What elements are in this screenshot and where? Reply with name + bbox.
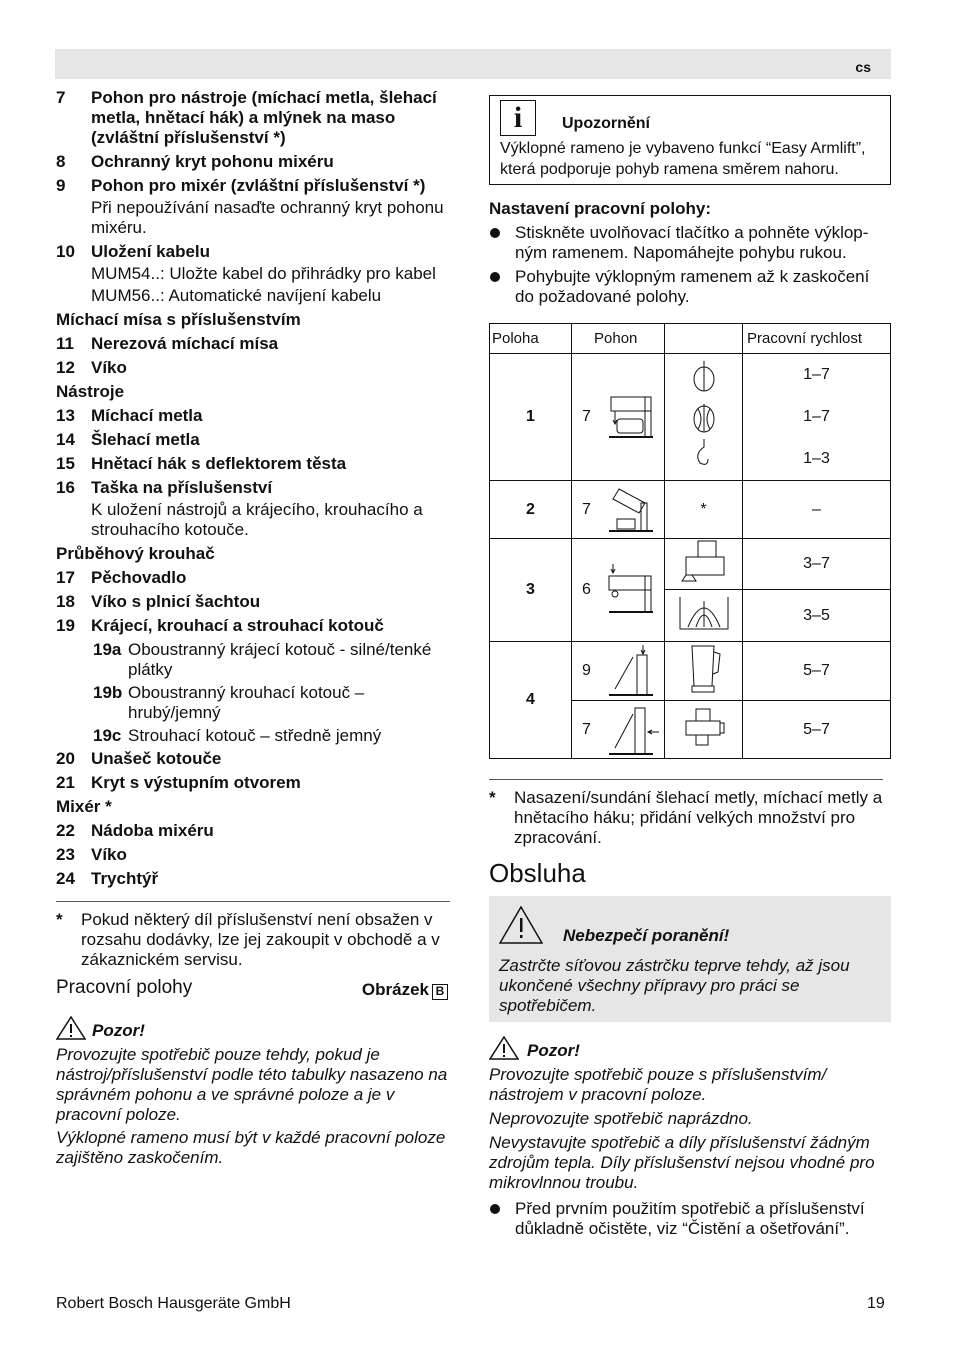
item-text: Hnětací hák s deflektorem těsta bbox=[91, 454, 347, 473]
item-number: 15 bbox=[56, 454, 75, 473]
speed-value: 1–3 bbox=[803, 450, 830, 467]
item-text: Šlehací metla bbox=[91, 430, 200, 449]
item-text: Víko bbox=[91, 845, 127, 864]
list-item bbox=[56, 358, 450, 378]
item-number: 20 bbox=[56, 749, 75, 768]
table-header-cell bbox=[665, 324, 743, 354]
table-footnote-text: Nasazení/sundání šlehací metly, míchací metly a hnětacího háku; přidání velkých množství pro zpracování. bbox=[514, 788, 883, 847]
list-item bbox=[489, 267, 891, 307]
speed-cell: 5–7 bbox=[743, 701, 891, 759]
list-item bbox=[56, 430, 450, 450]
heading-bowl: Míchací mísa s příslušenstvím bbox=[56, 310, 301, 329]
sub-list-item bbox=[56, 640, 450, 680]
speed-cell: – bbox=[743, 481, 891, 539]
speed-value: 1–7 bbox=[803, 408, 830, 425]
table-row bbox=[490, 354, 891, 481]
danger-title: Nebezpečí poranění! bbox=[563, 926, 730, 945]
drive-cell bbox=[572, 642, 665, 701]
item-text: Kryt s výstupním otvorem bbox=[91, 773, 301, 792]
list-item bbox=[56, 592, 450, 612]
item-text: Nerezová míchací mísa bbox=[91, 334, 279, 353]
list-item bbox=[56, 406, 450, 426]
drive-cell bbox=[572, 701, 665, 759]
drive-cell bbox=[572, 481, 665, 539]
tool-cell bbox=[665, 590, 743, 642]
item-number: 13 bbox=[56, 406, 75, 425]
speed-cell: 5–7 bbox=[743, 642, 891, 701]
table-row bbox=[490, 481, 891, 539]
mixer-top-drive-icon bbox=[605, 643, 655, 699]
sub-item-number: 19b bbox=[93, 683, 123, 702]
drive-number: 7 bbox=[582, 500, 591, 518]
tool-cell bbox=[665, 701, 743, 759]
bullet-icon bbox=[490, 272, 500, 282]
speed-value: 1–7 bbox=[803, 366, 830, 383]
bullet-icon bbox=[490, 1204, 500, 1214]
item-number: 23 bbox=[56, 845, 75, 864]
slicer-attachment-icon bbox=[680, 539, 728, 583]
table-footnote-star: * bbox=[489, 788, 496, 807]
item-text: Pohon pro nástroje (míchací metla, šlehací metla, hnětací hák) a mlýnek na maso (zvláštní příslušenství *) bbox=[91, 88, 437, 147]
footnote bbox=[56, 910, 450, 970]
drive-number: 6 bbox=[582, 581, 591, 598]
tool-stack-icon bbox=[686, 359, 722, 469]
header-bar bbox=[55, 49, 891, 79]
warning-triangle-icon bbox=[489, 1036, 519, 1060]
list-item bbox=[56, 152, 450, 172]
list-item bbox=[56, 869, 450, 889]
table-footnote bbox=[489, 788, 891, 848]
item-number: 17 bbox=[56, 568, 75, 587]
left-column bbox=[56, 88, 450, 1168]
table-header-row bbox=[490, 324, 891, 354]
item-description: K uložení nástrojů a krájecího, krouhacího a strouhacího kotouče. bbox=[91, 500, 423, 539]
list-item bbox=[56, 454, 450, 474]
heading-slicer: Průběhový krouhač bbox=[56, 544, 215, 563]
section-title bbox=[56, 978, 450, 1004]
drive-cell bbox=[572, 539, 665, 642]
item-description: MUM54..: Uložte kabel do přihrádky pro kabel bbox=[91, 264, 436, 283]
item-number: 18 bbox=[56, 592, 75, 611]
section-heading: Obsluha bbox=[489, 858, 586, 888]
table-header-cell: Pohon bbox=[572, 324, 665, 354]
item-number: 16 bbox=[56, 478, 75, 497]
table-row bbox=[490, 642, 891, 701]
caution-text-1: Provozujte spotřebič pouze tehdy, pokud je nástroj/příslušenství podle této tabulky nasazeno na správném pohonu a ve správné poloze a je v pracovní poloze. bbox=[56, 1045, 448, 1124]
list-item bbox=[56, 478, 450, 498]
sub-item-text: Strouhací kotouč – středně jemný bbox=[128, 726, 382, 745]
table-header-cell: Pracovní rychlost bbox=[743, 324, 891, 354]
sub-item-text: Oboustranný krouhací kotouč – hrubý/jemný bbox=[128, 683, 365, 722]
caution-text-1: Provozujte spotřebič pouze s příslušenstvím/ nástrojem v pracovní poloze. bbox=[489, 1065, 827, 1104]
list-item bbox=[489, 223, 891, 263]
item-number: 14 bbox=[56, 430, 75, 449]
speed-cell bbox=[743, 354, 891, 481]
drive-number: 7 bbox=[582, 408, 591, 425]
bullet-icon bbox=[490, 228, 500, 238]
item-description: MUM56..: Automatické navíjení kabelu bbox=[91, 286, 382, 305]
page-number: 19 bbox=[867, 1295, 885, 1312]
blender-jug-icon bbox=[684, 642, 724, 694]
section-title-text: Pracovní polohy bbox=[56, 977, 193, 998]
footnote-star: * bbox=[56, 910, 63, 929]
info-icon: i bbox=[500, 100, 536, 136]
item-text: Ochranný kryt pohonu mixéru bbox=[91, 152, 334, 171]
caution-title bbox=[489, 1036, 891, 1061]
mixer-tilted-icon bbox=[605, 485, 655, 535]
meat-mincer-icon bbox=[682, 705, 726, 749]
tool-cell bbox=[665, 642, 743, 701]
item-number: 21 bbox=[56, 773, 75, 792]
warning-triangle-icon bbox=[56, 1016, 86, 1040]
list-item bbox=[56, 242, 450, 262]
list-item bbox=[56, 88, 450, 148]
language-code: cs bbox=[855, 59, 871, 75]
speed-cell: 3–5 bbox=[743, 590, 891, 642]
footer-company: Robert Bosch Hausgeräte GmbH bbox=[56, 1295, 291, 1312]
list-item bbox=[56, 749, 450, 769]
info-note-title: Upozornění bbox=[562, 114, 650, 132]
item-number: 24 bbox=[56, 869, 75, 888]
speed-cell: 3–7 bbox=[743, 539, 891, 590]
item-text: Uložení kabelu bbox=[91, 242, 211, 261]
sub-item-number: 19a bbox=[93, 640, 122, 659]
caution-title bbox=[56, 1016, 450, 1041]
figure-ref-label: Obrázek bbox=[361, 980, 429, 999]
list-item bbox=[56, 821, 450, 841]
item-text: Unašeč kotouče bbox=[91, 749, 222, 768]
mixer-upright-icon bbox=[605, 393, 655, 441]
drive-number: 9 bbox=[582, 662, 591, 679]
info-note-text: Výklopné rameno je vybaveno funkcí “Easy Armlift”, která podporuje pohyb ramena směrem nahoru. bbox=[500, 140, 866, 178]
item-description: Při nepoužívání nasaďte ochranný kryt pohonu mixéru. bbox=[91, 198, 444, 237]
list-item bbox=[56, 176, 450, 196]
position-cell: 2 bbox=[490, 481, 572, 539]
list-item bbox=[56, 773, 450, 793]
item-number: 9 bbox=[56, 176, 66, 195]
sub-list-item bbox=[56, 726, 450, 746]
danger-box bbox=[489, 896, 891, 1022]
sub-list-item bbox=[56, 683, 450, 723]
table-row bbox=[490, 539, 891, 590]
item-text: Trychtýř bbox=[91, 869, 159, 888]
list-item bbox=[56, 845, 450, 865]
figure-letter-box: B bbox=[432, 984, 448, 1000]
tool-cell bbox=[665, 539, 743, 590]
item-text: Míchací metla bbox=[91, 406, 203, 425]
item-number: 12 bbox=[56, 358, 75, 377]
right-column bbox=[489, 95, 891, 1243]
item-text: Víko bbox=[91, 358, 127, 377]
item-text: Nádoba mixéru bbox=[91, 821, 214, 840]
drive-cell bbox=[572, 354, 665, 481]
sub-item-text: Oboustranný krájecí kotouč - silné/tenké plátky bbox=[128, 640, 432, 679]
danger-text: Zastrčte síťovou zástrčku teprve tehdy, až jsou ukončené všechny přípravy pro práci se spotřebičem. bbox=[499, 956, 850, 1015]
position-table bbox=[489, 323, 891, 759]
warning-triangle-icon bbox=[499, 906, 543, 944]
list-item bbox=[56, 616, 450, 636]
divider bbox=[56, 901, 450, 902]
item-text: Víko s plnicí šachtou bbox=[91, 592, 261, 611]
item-number: 7 bbox=[56, 88, 66, 107]
caution-title-text: Pozor! bbox=[92, 1021, 145, 1040]
setup-title: Nastavení pracovní polohy: bbox=[489, 199, 711, 218]
caution-title-text: Pozor! bbox=[527, 1041, 580, 1060]
caution-text-2: Neprovozujte spotřebič naprázdno. bbox=[489, 1109, 753, 1128]
item-number: 10 bbox=[56, 242, 75, 261]
caution-text-2: Výklopné rameno musí být v každé pracovní poloze zajištěno zaskočením. bbox=[56, 1128, 446, 1167]
list-item bbox=[56, 568, 450, 588]
list-item-text: Pohybujte výklopným ramenem až k zaskočení do požadované polohy. bbox=[515, 267, 870, 306]
list-item bbox=[489, 1199, 891, 1239]
list-item bbox=[56, 334, 450, 354]
drive-number: 7 bbox=[582, 720, 591, 738]
position-cell: 3 bbox=[490, 539, 572, 642]
mixer-side-drive-icon bbox=[605, 702, 661, 758]
item-text: Krájecí, krouhací a strouhací kotouč bbox=[91, 616, 384, 635]
item-number: 11 bbox=[56, 334, 74, 353]
position-cell: 1 bbox=[490, 354, 572, 481]
list-item-text: Stiskněte uvolňovací tlačítko a pohněte výklopným ramenem. Napomáhejte pohybu rukou. bbox=[515, 223, 869, 262]
footnote-text: Pokud některý díl příslušenství není obsažen v rozsahu dodávky, lze jej zakoupit v obchodě a v zákaznickém servisu. bbox=[81, 910, 440, 969]
item-text: Pěchovadlo bbox=[91, 568, 187, 587]
position-cell: 4 bbox=[490, 642, 572, 759]
sub-item-number: 19c bbox=[93, 726, 122, 745]
info-note bbox=[489, 95, 891, 185]
citrus-press-icon bbox=[676, 593, 732, 633]
item-text: Taška na příslušenství bbox=[91, 478, 273, 497]
tool-cell bbox=[665, 354, 743, 481]
item-number: 8 bbox=[56, 152, 66, 171]
item-number: 19 bbox=[56, 616, 75, 635]
divider bbox=[489, 779, 883, 780]
caution-text-3: Nevystavujte spotřebič a díly příslušenství žádným zdrojům tepla. Díly příslušenství nejsou vhodné pro mikrovlnnou troubu. bbox=[489, 1133, 875, 1192]
item-number: 22 bbox=[56, 821, 75, 840]
list-item-text: Před prvním použitím spotřebič a příslušenství důkladně očistěte, viz “Čistění a ošetřování”. bbox=[515, 1199, 865, 1238]
heading-tools: Nástroje bbox=[56, 382, 125, 401]
item-text: Pohon pro mixér (zvláštní příslušenství *) bbox=[91, 176, 426, 195]
tool-cell: * bbox=[665, 481, 743, 539]
mixer-front-drive-icon bbox=[605, 562, 655, 618]
figure-ref bbox=[362, 980, 448, 1000]
heading-mixer: Mixér * bbox=[56, 797, 112, 816]
table-header-cell: Poloha bbox=[490, 324, 572, 354]
